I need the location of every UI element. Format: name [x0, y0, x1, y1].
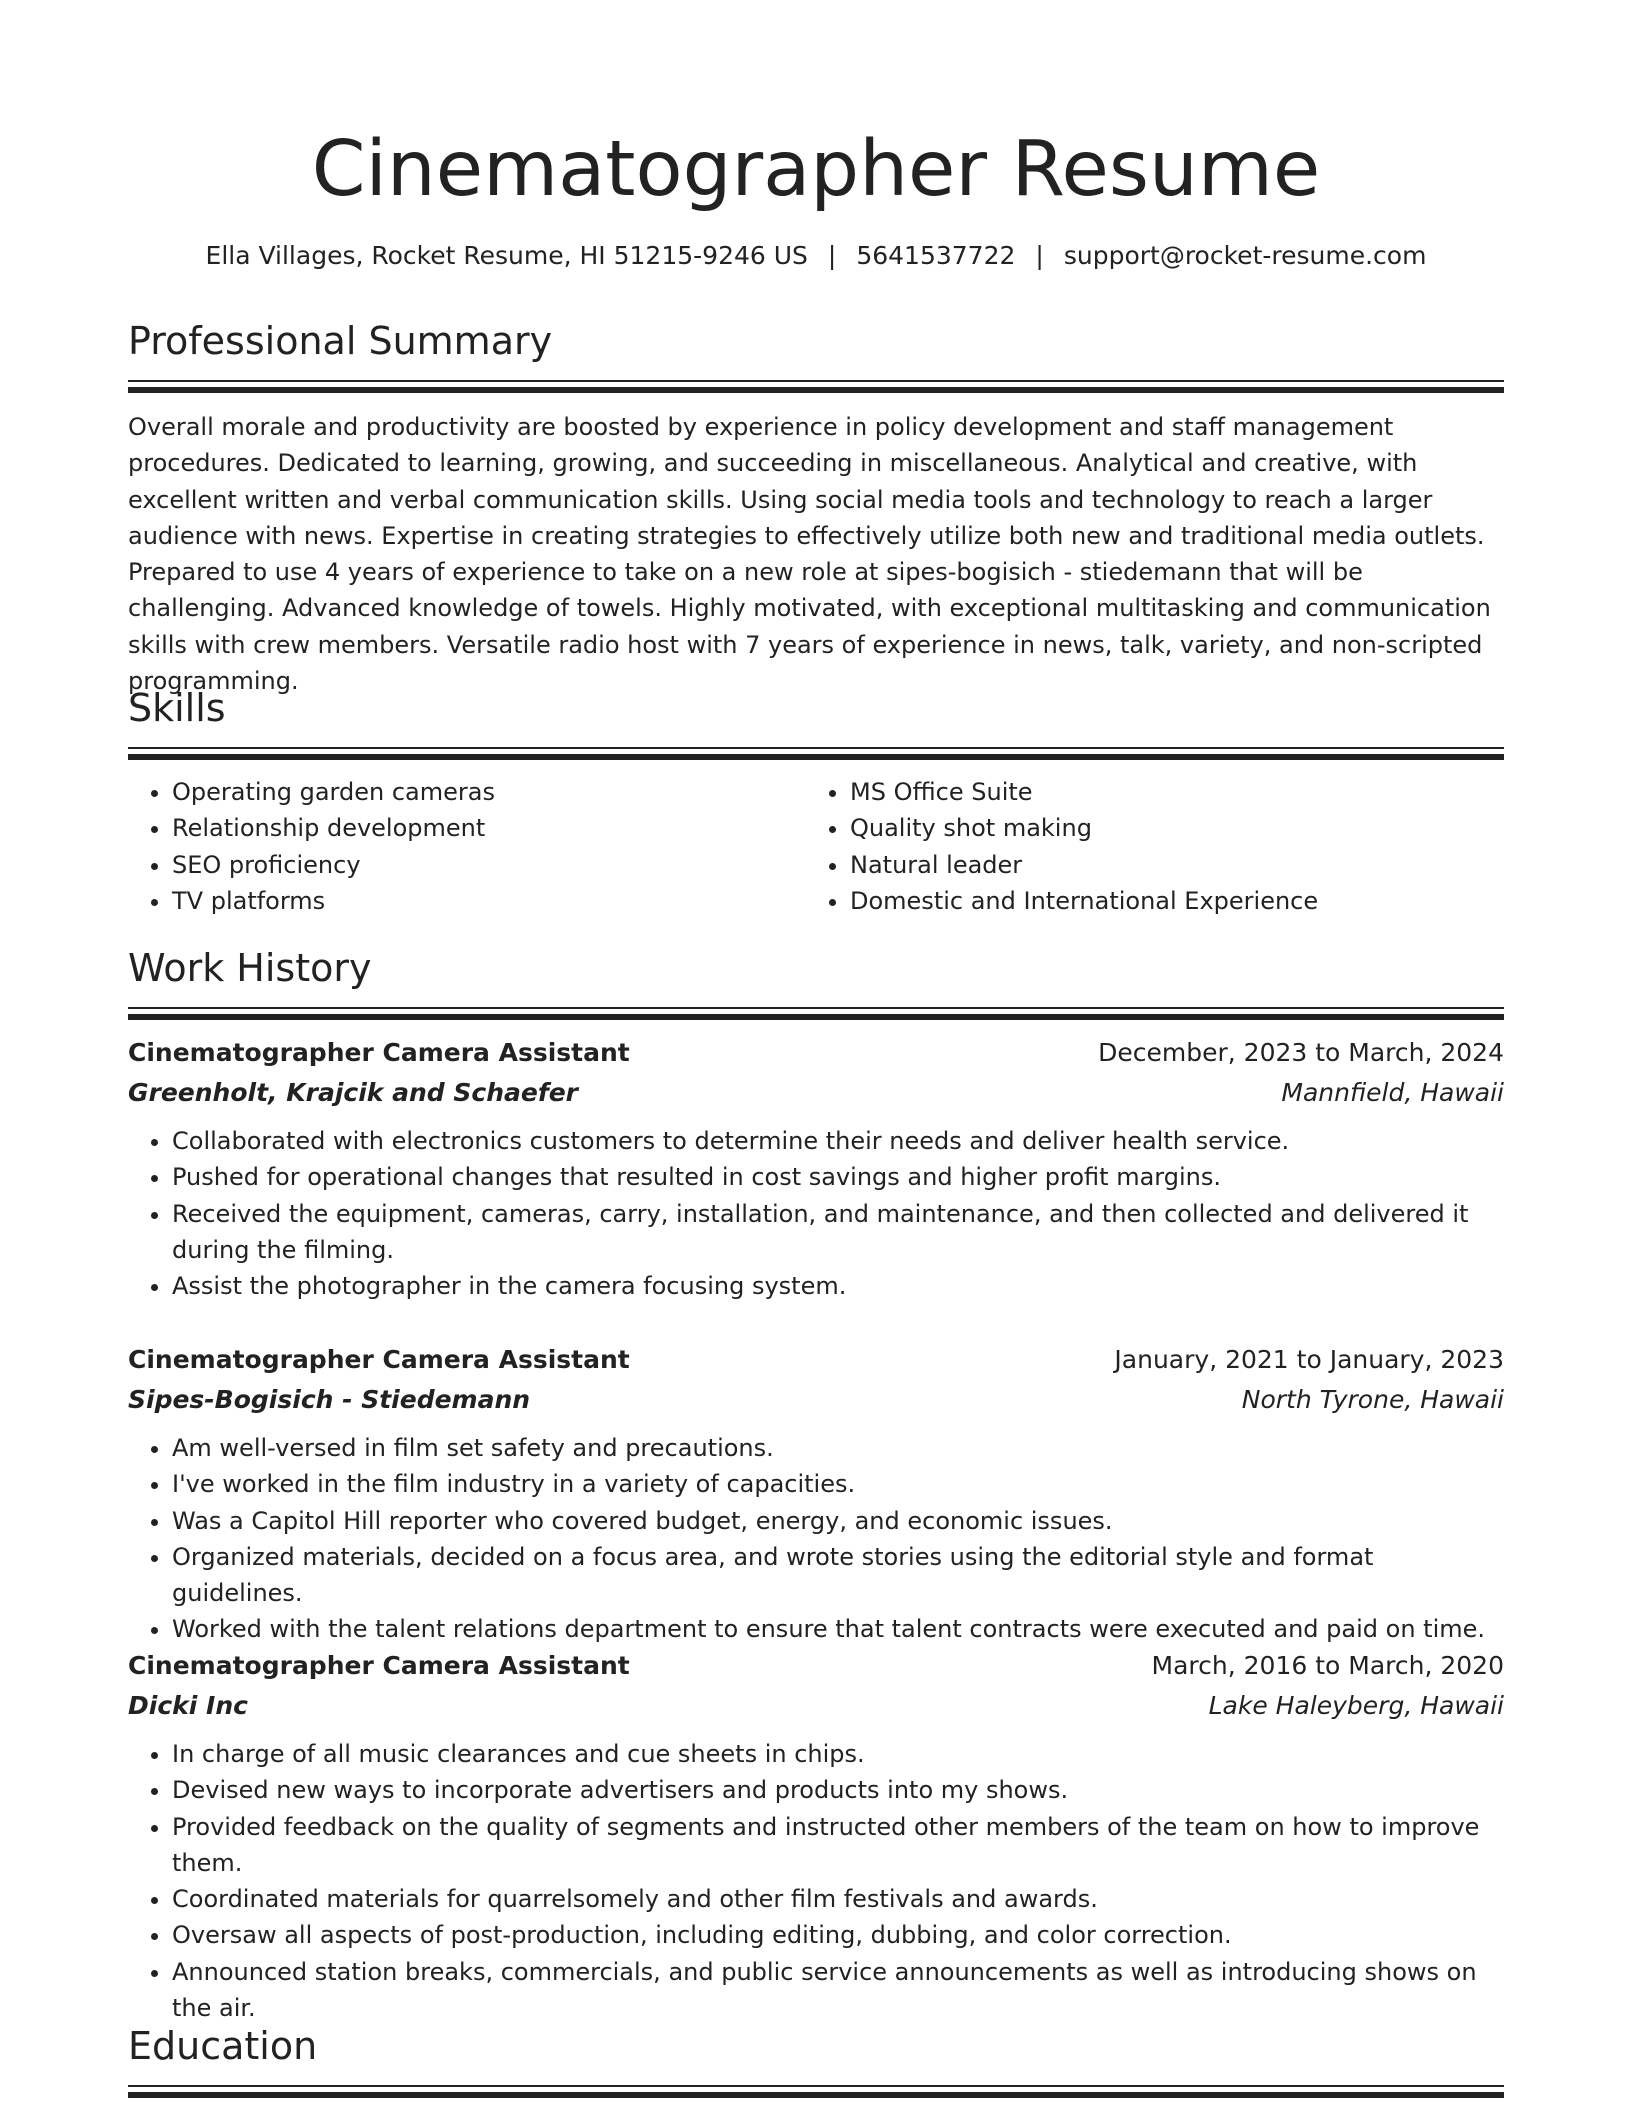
skills-list-left — [128, 774, 806, 919]
job-company: Greenholt, Krajcik and Schaefer — [128, 1078, 578, 1107]
job-entry — [128, 1646, 1504, 2026]
contact-address: Ella Villages, Rocket Resume, HI 51215-9246 US — [205, 241, 808, 270]
summary-section — [128, 316, 1504, 699]
job-title: Cinematographer Camera Assistant — [128, 1651, 630, 1680]
job-bullet: • Received the equipment, cameras, carry, installation, and maintenance, and then collected and delivered it during the filming. — [172, 1196, 1504, 1269]
job-bullet: • Was a Capitol Hill reporter who covered budget, energy, and economic issues. — [172, 1503, 1504, 1539]
education-heading: Education — [128, 2024, 318, 2068]
skills-section — [128, 683, 1504, 919]
job-dates: January, 2021 to January, 2023 — [1114, 1345, 1504, 1374]
job-bullets — [128, 1736, 1504, 2026]
work-heading: Work History — [128, 946, 372, 990]
job-bullet: • I've worked in the film industry in a variety of capacities. — [172, 1466, 1504, 1502]
skill-item: • Quality shot making — [850, 810, 1484, 846]
job-bullet: • Provided feedback on the quality of segments and instructed other members of the team on how to improve them. — [172, 1809, 1504, 1882]
section-divider — [128, 747, 1504, 758]
contact-email[interactable]: support@rocket-resume.com — [1063, 241, 1427, 270]
skill-item: • MS Office Suite — [850, 774, 1484, 810]
job-bullets — [128, 1123, 1504, 1304]
skills-columns — [128, 774, 1504, 919]
skill-item: • SEO proficiency — [172, 847, 806, 883]
job-header-row — [128, 1646, 1504, 1686]
contact-separator: | — [1035, 241, 1044, 270]
job-bullet: • Worked with the talent relations department to ensure that talent contracts were executed and paid on time. — [172, 1611, 1504, 1647]
job-bullet: • Assist the photographer in the camera focusing system. — [172, 1268, 1504, 1304]
summary-text: Overall morale and productivity are boosted by experience in policy development and staff management procedures. Dedicated to learning, growing, and succeeding in miscellaneous. Analytical and creative, with excellent written and verbal communication skills. Using social media tools and technology to reach a larger audience with news. Expertise in creating strategies to effectively utilize both new and traditional media outlets. Prepared to use 4 years of experience to take on a new role at sipes-bogisich - stiedemann that will be challenging. Advanced knowledge of towels. Highly motivated, with exceptional multitasking and communication skills with crew members. Versatile radio host with 7 years of experience in news, talk, variety, and non-scripted programming. — [128, 413, 1491, 696]
contact-phone: 5641537722 — [856, 241, 1016, 270]
job-company-row — [128, 1686, 1504, 1726]
skills-heading: Skills — [128, 686, 226, 730]
skill-item: • Relationship development — [172, 810, 806, 846]
job-header-row — [128, 1033, 1504, 1073]
job-entry — [128, 1033, 1504, 1304]
resume-title: Cinematographer Resume — [311, 125, 1321, 214]
summary-heading: Professional Summary — [128, 319, 553, 363]
job-bullets — [128, 1430, 1504, 1648]
contact-separator: | — [827, 241, 837, 270]
job-bullet: • Devised new ways to incorporate advertisers and products into my shows. — [172, 1772, 1504, 1808]
job-company-row — [128, 1380, 1504, 1420]
job-bullet: • Organized materials, decided on a focus area, and wrote stories using the editorial style and format guidelines. — [172, 1539, 1504, 1612]
job-header-row — [128, 1340, 1504, 1380]
job-location: North Tyrone, Hawaii — [1241, 1385, 1504, 1414]
education-section — [128, 2021, 1504, 2096]
job-bullet: • Coordinated materials for quarrelsomely and other film festivals and awards. — [172, 1881, 1504, 1917]
skill-item: • TV platforms — [172, 883, 806, 919]
skill-item: • Domestic and International Experience — [850, 883, 1484, 919]
work-section — [128, 943, 1504, 1018]
job-bullet: • Collaborated with electronics customers to determine their needs and deliver health service. — [172, 1123, 1504, 1159]
job-bullet: • Pushed for operational changes that resulted in cost savings and higher profit margins. — [172, 1159, 1504, 1195]
job-title: Cinematographer Camera Assistant — [128, 1038, 630, 1067]
job-entry — [128, 1340, 1504, 1648]
contact-line — [128, 238, 1504, 274]
section-divider — [128, 2085, 1504, 2096]
job-bullet: • In charge of all music clearances and cue sheets in chips. — [172, 1736, 1504, 1772]
job-bullet: • Am well-versed in film set safety and precautions. — [172, 1430, 1504, 1466]
job-company-row — [128, 1073, 1504, 1113]
job-title: Cinematographer Camera Assistant — [128, 1345, 630, 1374]
job-location: Lake Haleyberg, Hawaii — [1208, 1691, 1504, 1720]
skills-list-right — [806, 774, 1484, 919]
job-dates: March, 2016 to March, 2020 — [1151, 1651, 1504, 1680]
job-dates: December, 2023 to March, 2024 — [1098, 1038, 1504, 1067]
job-bullet: • Oversaw all aspects of post-production, including editing, dubbing, and color correction. — [172, 1917, 1504, 1953]
job-bullet: • Announced station breaks, commercials, and public service announcements as well as introducing shows on the air. — [172, 1954, 1504, 2027]
section-divider — [128, 1007, 1504, 1018]
job-company: Dicki Inc — [128, 1691, 248, 1720]
section-divider — [128, 380, 1504, 391]
skill-item: • Natural leader — [850, 847, 1484, 883]
job-company: Sipes-Bogisich - Stiedemann — [128, 1385, 531, 1414]
skill-item: • Operating garden cameras — [172, 774, 806, 810]
job-location: Mannfield, Hawaii — [1281, 1078, 1504, 1107]
